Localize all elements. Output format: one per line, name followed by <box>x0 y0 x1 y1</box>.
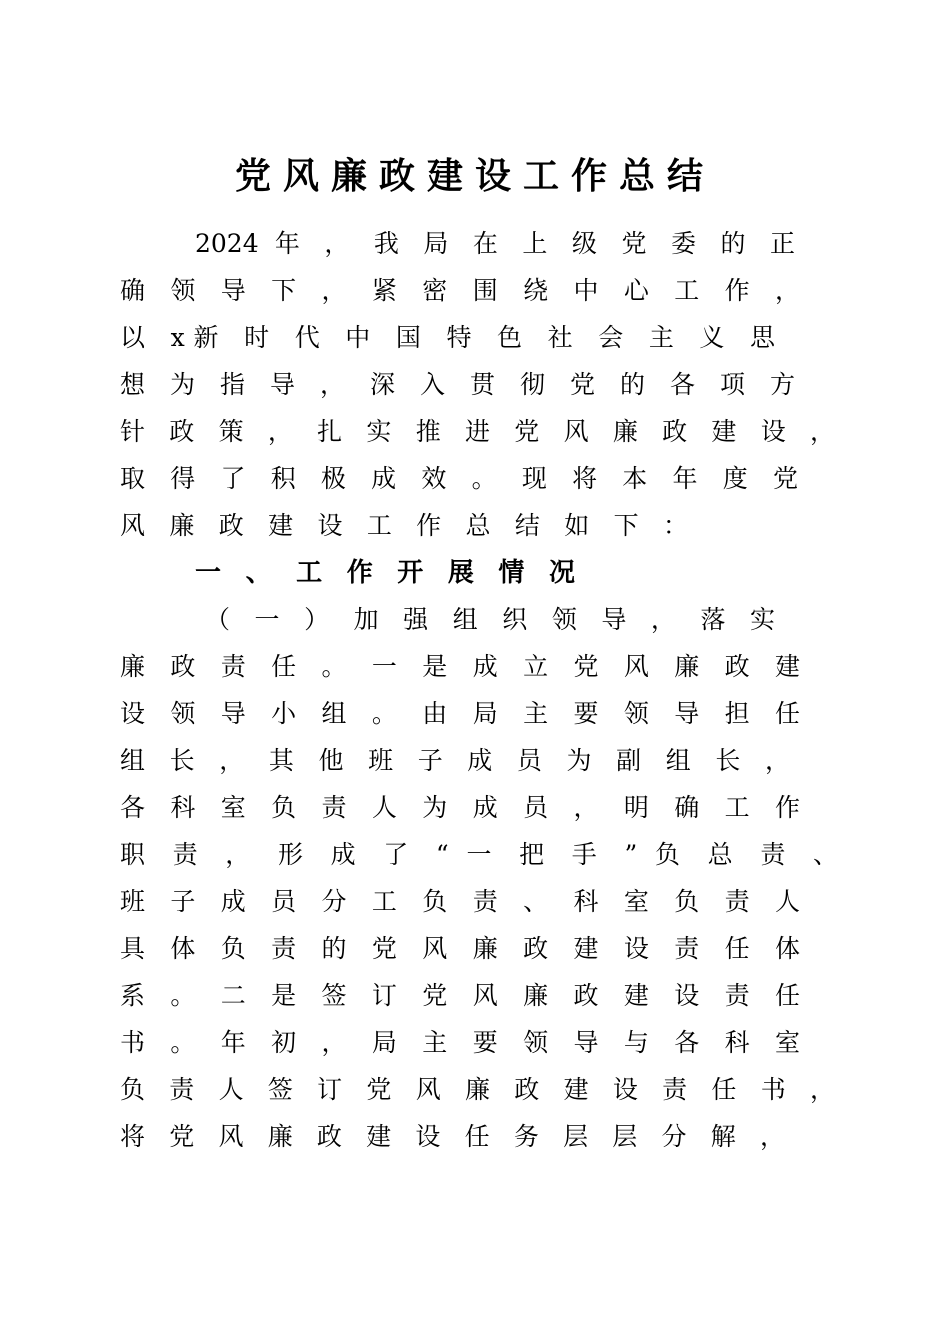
paragraph-line: 系 。 二 是 签 订 党 风 廉 政 建 设 责 任 <box>120 981 800 1010</box>
paragraph-line: 将 党 风 廉 政 建 设 任 务 层 层 分 解 ， <box>120 1122 785 1151</box>
paragraph-line: 负 责 人 签 订 党 风 廉 政 建 设 责 任 书 ， <box>120 1075 835 1104</box>
paragraph-line: 以 x新 时 代 中 国 特 色 社 会 主 义 思 <box>120 323 775 352</box>
paragraph-line: 廉 政 责 任 。 一 是 成 立 党 风 廉 政 建 <box>120 652 800 681</box>
paragraph-line: 2024 年 ， 我 局 在 上 级 党 委 的 正 <box>195 229 795 258</box>
document-title: 党风廉政建设工作总结 <box>234 155 715 197</box>
paragraph-line: 针 政 策 ， 扎 实 推 进 党 风 廉 政 建 设 ， <box>120 417 835 446</box>
paragraph-line: 风 廉 政 建 设 工 作 总 结 如 下 ： <box>120 511 688 540</box>
paragraph-line: 取 得 了 积 极 成 效 。 现 将 本 年 度 党 <box>120 464 798 493</box>
paragraph-line: 职 责 ， 形 成 了 “ 一 把 手 ” 负 总 责 、 <box>120 840 838 869</box>
section-heading: 一 、 工 作 开 展 情 况 <box>195 558 575 588</box>
paragraph-line: 各 科 室 负 责 人 为 成 员 ， 明 确 工 作 <box>120 793 800 822</box>
paragraph-line: 组 长 ， 其 他 班 子 成 员 为 副 组 长 ， <box>120 746 790 775</box>
paragraph-line: 班 子 成 员 分 工 负 责 、 科 室 负 责 人 <box>120 887 800 916</box>
paragraph-line: 想 为 指 导 ， 深 入 贯 彻 党 的 各 项 方 <box>120 370 795 399</box>
paragraph-line: 具 体 负 责 的 党 风 廉 政 建 设 责 任 体 <box>120 934 800 963</box>
subsection-heading: （ 一 ） 加 强 组 织 领 导 ， 落 实 <box>205 605 775 634</box>
paragraph-line: 书 。 年 初 ， 局 主 要 领 导 与 各 科 室 <box>120 1028 800 1057</box>
paragraph-line: 设 领 导 小 组 。 由 局 主 要 领 导 担 任 <box>120 699 800 728</box>
paragraph-line: 确 领 导 下 ， 紧 密 围 绕 中 心 工 作 ， <box>120 276 800 305</box>
